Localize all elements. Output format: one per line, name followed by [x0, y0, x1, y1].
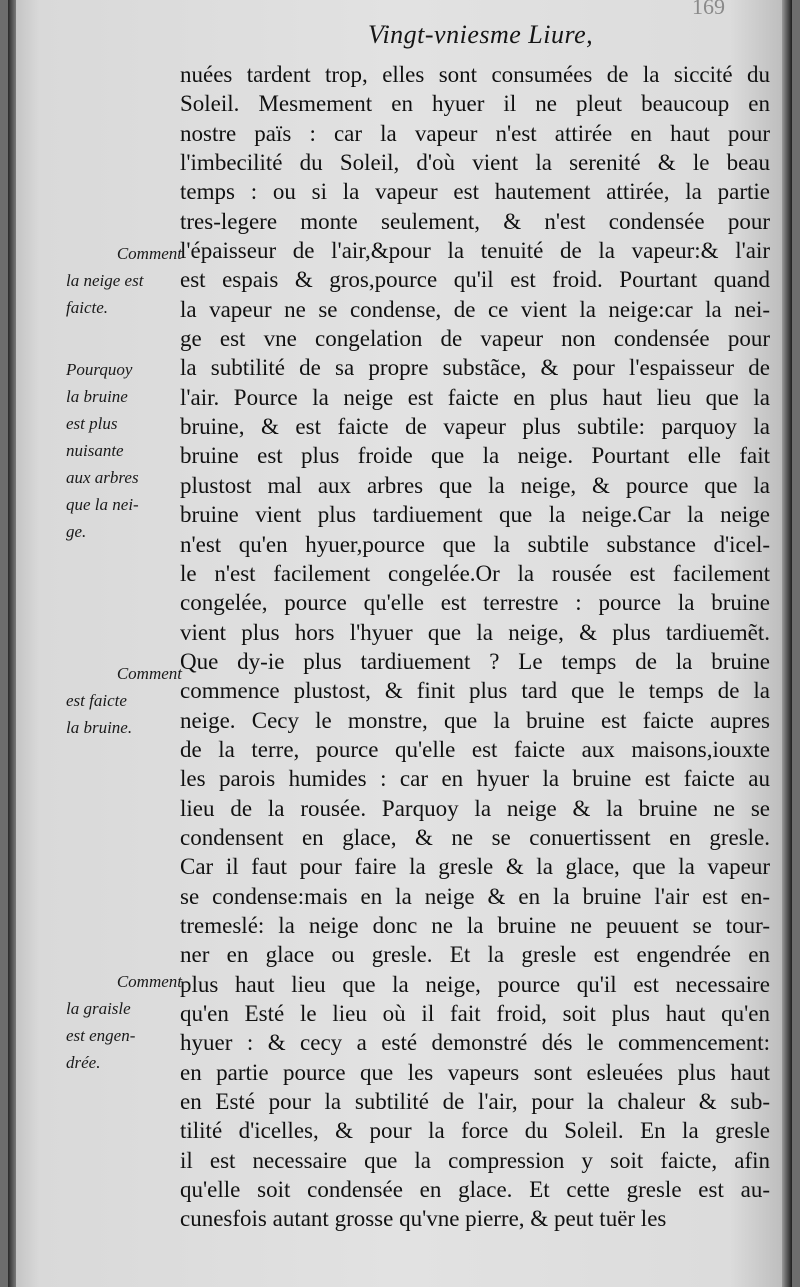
text-line: l'épaisseur de l'air,&pour la tenuité de la vapeur:& l'air — [180, 238, 770, 264]
margin-note-line: la graisle — [66, 999, 131, 1018]
running-head: Vingt-vniesme Liure, — [368, 20, 594, 49]
body-text — [180, 60, 770, 1234]
book-page — [8, 0, 792, 1287]
text-line: tremeslé: la neige donc ne la bruine ne peuuent se tour- — [180, 912, 770, 938]
text-line: Que dy-ie plus tardiuement ? Le temps de la bruine — [180, 648, 770, 674]
text-line: plustost mal aux arbres que la neige, & pource que la — [180, 472, 770, 498]
text-line: qu'en Esté le lieu où il fait froid, soit plus haut qu'en — [180, 1001, 770, 1026]
margin-note-line: est engen- — [66, 1026, 136, 1045]
text-line: n'est qu'en hyuer,pource que la subtile substance d'icel- — [180, 531, 770, 557]
margin-note-line: la neige est — [66, 271, 144, 290]
text-line: vient plus hors l'hyuer que la neige, & plus tardiuemẽt. — [180, 619, 770, 645]
margin-note-line: nuisante — [66, 441, 124, 460]
text-line: de la terre, pource qu'elle est faicte aux maisons,iouxte — [180, 736, 770, 762]
text-line: bruine, & est faicte de vapeur plus subtile: parquoy la — [180, 414, 770, 440]
page-left-edge-shadow — [8, 0, 16, 1287]
text-line: est espais & gros,pource qu'il est froid. Pourtant quand — [180, 267, 770, 293]
margin-note-line: Comment — [116, 244, 182, 263]
text-line: temps : ou si la vapeur est hautement attirée, la partie — [180, 179, 770, 205]
text-line: Soleil. Mesmement en hyuer il ne pleut beaucoup en — [180, 91, 770, 117]
text-line: bruine vient plus tardiuement que la neige.Car la neige — [180, 502, 770, 528]
margin-note-line: Comment — [116, 972, 182, 991]
text-line: l'imbecilité du Soleil, d'où vient la serenité & le beau — [180, 150, 770, 176]
text-line: il est necessaire que la compression y soit faicte, afin — [180, 1147, 770, 1173]
margin-note-graisle — [66, 968, 182, 1076]
margin-note-line: drée. — [66, 1053, 101, 1072]
text-line: l'air. Pource la neige est faicte en plus haut lieu que la — [180, 384, 770, 410]
text-line: plus haut lieu que la neige, pource qu'il est necessaire — [180, 971, 770, 997]
text-line: congelée, pource qu'elle est terrestre : pource la bruine — [180, 590, 770, 616]
margin-note-bruine-faicte — [66, 660, 182, 741]
margin-note-bruine-nuisante — [66, 356, 182, 545]
margin-note-line: la bruine. — [66, 718, 133, 737]
text-line: la subtilité de sa propre substãce, & pour l'espaisseur de — [180, 355, 770, 381]
margin-note-line: que la nei- — [66, 495, 139, 514]
text-line: ge est vne congelation de vapeur non condensée pour — [180, 326, 770, 352]
text-line: en partie pource que les vapeurs sont esleuées plus haut — [180, 1059, 770, 1085]
text-line: tilité d'icelles, & pour la force du Soleil. En la gresle — [180, 1118, 770, 1144]
text-line: cunesfois autant grosse qu'vne pierre, & peut tuër les — [180, 1206, 667, 1232]
text-line: le n'est facilement congelée.Or la rousée est facilement — [180, 560, 770, 586]
text-line: tres-legere monte seulement, & n'est condensée pour — [180, 208, 770, 234]
margin-note-line: la bruine — [66, 387, 128, 406]
margin-note-line: Pourquoy — [66, 360, 133, 379]
margin-note-line: faicte. — [66, 298, 109, 317]
text-line: se condense:mais en la neige & en la bruine l'air est en- — [180, 883, 770, 909]
text-line: qu'elle soit condensée en glace. Et cette gresle est au- — [180, 1177, 770, 1203]
text-line: Car il faut pour faire la gresle & la glace, que la vapeur — [180, 854, 770, 880]
page-right-edge-shadow — [782, 0, 792, 1287]
text-line: neige. Cecy le monstre, que la bruine est faicte aupres — [180, 707, 770, 733]
text-line: bruine est plus froide que la neige. Pourtant elle fait — [180, 443, 770, 469]
text-line: ner en glace ou gresle. Et la gresle est engendrée en — [180, 942, 770, 968]
margin-note-line: Comment — [116, 664, 182, 683]
margin-note-neige — [66, 240, 182, 321]
text-line: les parois humides : car en hyuer la bruine est faicte au — [180, 766, 770, 792]
text-line: nostre païs : car la vapeur n'est attirée en haut pour — [180, 120, 770, 146]
text-line: condensent en glace, & ne se conuertissent en gresle. — [180, 824, 770, 850]
text-line: en Esté pour la subtilité de l'air, pour la chaleur & sub- — [180, 1089, 770, 1115]
text-line: lieu de la rousée. Parquoy la neige & la bruine ne se — [180, 795, 770, 821]
page-number: 169 — [692, 0, 725, 19]
margin-note-line: est plus — [66, 414, 118, 433]
text-line: commence plustost, & finit plus tard que le temps de la — [180, 678, 770, 704]
text-line: la vapeur ne se condense, de ce vient la neige:car la nei- — [180, 296, 770, 322]
margin-note-line: est faicte — [66, 691, 127, 710]
text-line: hyuer : & cecy a esté demonstré dés le commencement: — [180, 1030, 770, 1056]
text-line: nuées tardent trop, elles sont consumées de la siccité du — [180, 62, 770, 87]
margin-note-line: ge. — [66, 522, 87, 541]
margin-note-line: aux arbres — [66, 468, 139, 487]
